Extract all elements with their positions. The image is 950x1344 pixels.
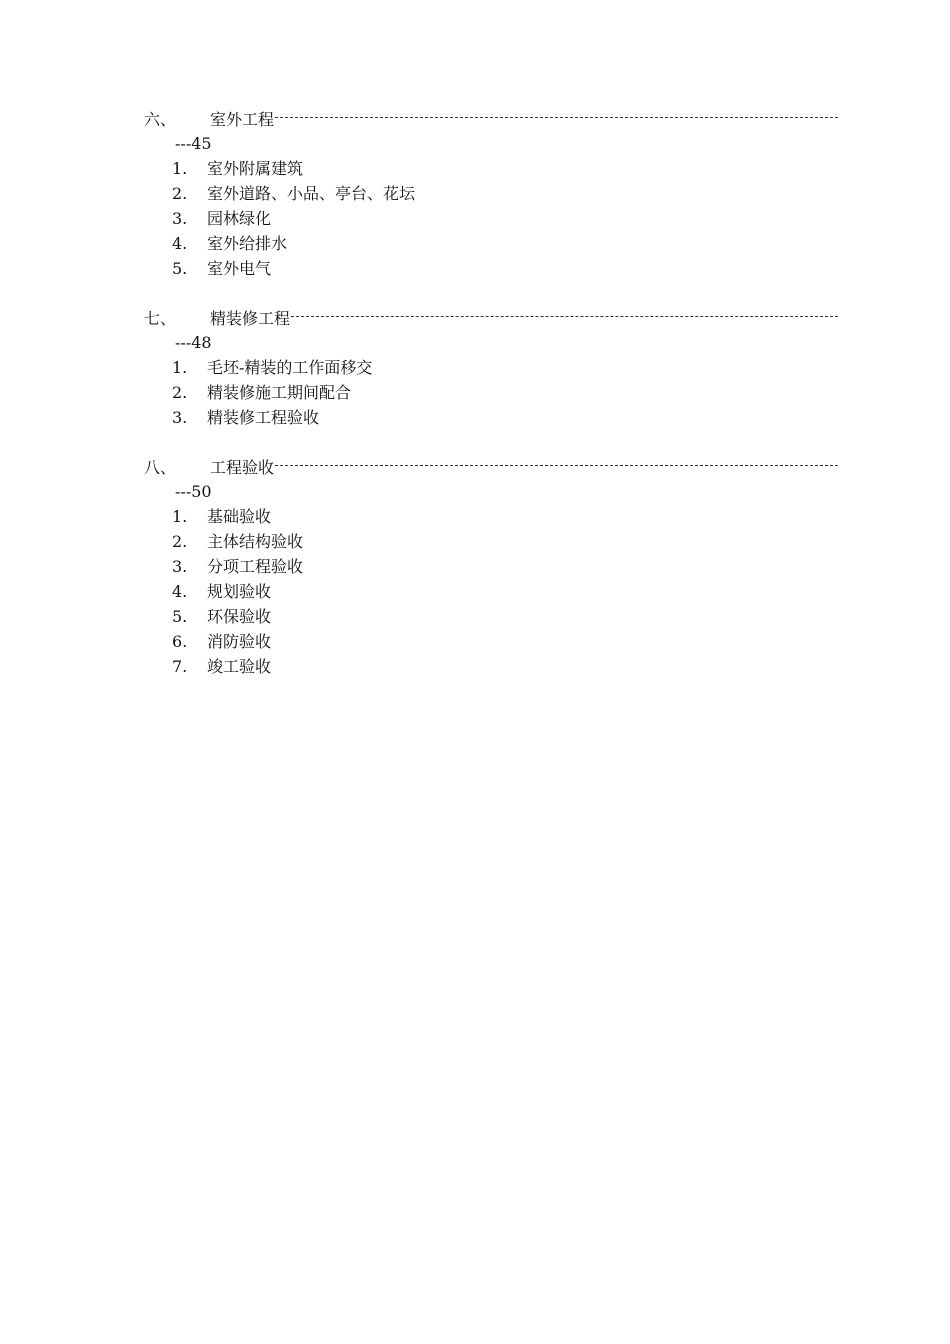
page-reference: ---48 <box>175 333 212 352</box>
item-label: 室外电气 <box>207 259 272 278</box>
item-number: 7. <box>172 657 188 676</box>
item-number: 5. <box>172 259 188 278</box>
item-label: 室外给排水 <box>207 234 288 253</box>
heading-number: 八、 <box>144 458 177 477</box>
item-number: 4. <box>172 234 188 253</box>
heading-number: 七、 <box>144 309 177 328</box>
item-label: 分项工程验收 <box>207 557 304 576</box>
item-number: 3. <box>172 408 188 427</box>
dotted-leader <box>275 465 838 466</box>
item-label: 基础验收 <box>207 507 272 526</box>
toc-item[interactable] <box>0 554 700 579</box>
toc-item[interactable] <box>0 504 700 529</box>
toc-item[interactable] <box>0 156 700 181</box>
item-number: 4. <box>172 582 188 601</box>
toc-item[interactable] <box>0 629 700 654</box>
item-label: 规划验收 <box>207 582 272 601</box>
item-number: 1. <box>172 507 188 526</box>
item-number: 2. <box>172 532 188 551</box>
toc-item-list <box>0 504 700 679</box>
item-label: 精装修施工期间配合 <box>207 383 352 402</box>
item-label: 消防验收 <box>207 632 272 651</box>
item-number: 2. <box>172 383 188 402</box>
heading-number: 六、 <box>144 110 177 129</box>
item-label: 环保验收 <box>207 607 272 626</box>
page-reference: ---45 <box>175 134 212 153</box>
heading-title: 工程验收 <box>210 458 275 477</box>
toc-item-list <box>0 156 700 281</box>
toc-item[interactable] <box>0 256 700 281</box>
item-label: 竣工验收 <box>207 657 272 676</box>
heading-title: 精装修工程 <box>210 309 291 328</box>
item-label: 毛坯-精装的工作面移交 <box>207 358 373 377</box>
item-number: 2. <box>172 184 188 203</box>
item-number: 5. <box>172 607 188 626</box>
toc-item-list <box>0 355 700 430</box>
toc-item[interactable] <box>0 604 700 629</box>
item-label: 室外附属建筑 <box>207 159 304 178</box>
toc-heading[interactable] <box>144 106 838 131</box>
item-label: 园林绿化 <box>207 209 272 228</box>
item-label: 主体结构验收 <box>207 532 304 551</box>
toc-heading[interactable] <box>144 305 838 330</box>
toc-item[interactable] <box>0 231 700 256</box>
toc-item[interactable] <box>0 206 700 231</box>
item-number: 3. <box>172 557 188 576</box>
toc-item[interactable] <box>0 355 700 380</box>
page-reference: ---50 <box>175 482 212 501</box>
dotted-leader <box>275 117 838 118</box>
item-label: 室外道路、小品、亭台、花坛 <box>207 184 416 203</box>
dotted-leader <box>291 316 838 317</box>
toc-heading[interactable] <box>144 454 838 479</box>
toc-item[interactable] <box>0 405 700 430</box>
item-number: 1. <box>172 358 188 377</box>
item-number: 3. <box>172 209 188 228</box>
toc-item[interactable] <box>0 181 700 206</box>
toc-item[interactable] <box>0 654 700 679</box>
toc-item[interactable] <box>0 380 700 405</box>
item-number: 6. <box>172 632 188 651</box>
toc-item[interactable] <box>0 579 700 604</box>
item-label: 精装修工程验收 <box>207 408 320 427</box>
item-number: 1. <box>172 159 188 178</box>
heading-title: 室外工程 <box>210 110 275 129</box>
toc-item[interactable] <box>0 529 700 554</box>
